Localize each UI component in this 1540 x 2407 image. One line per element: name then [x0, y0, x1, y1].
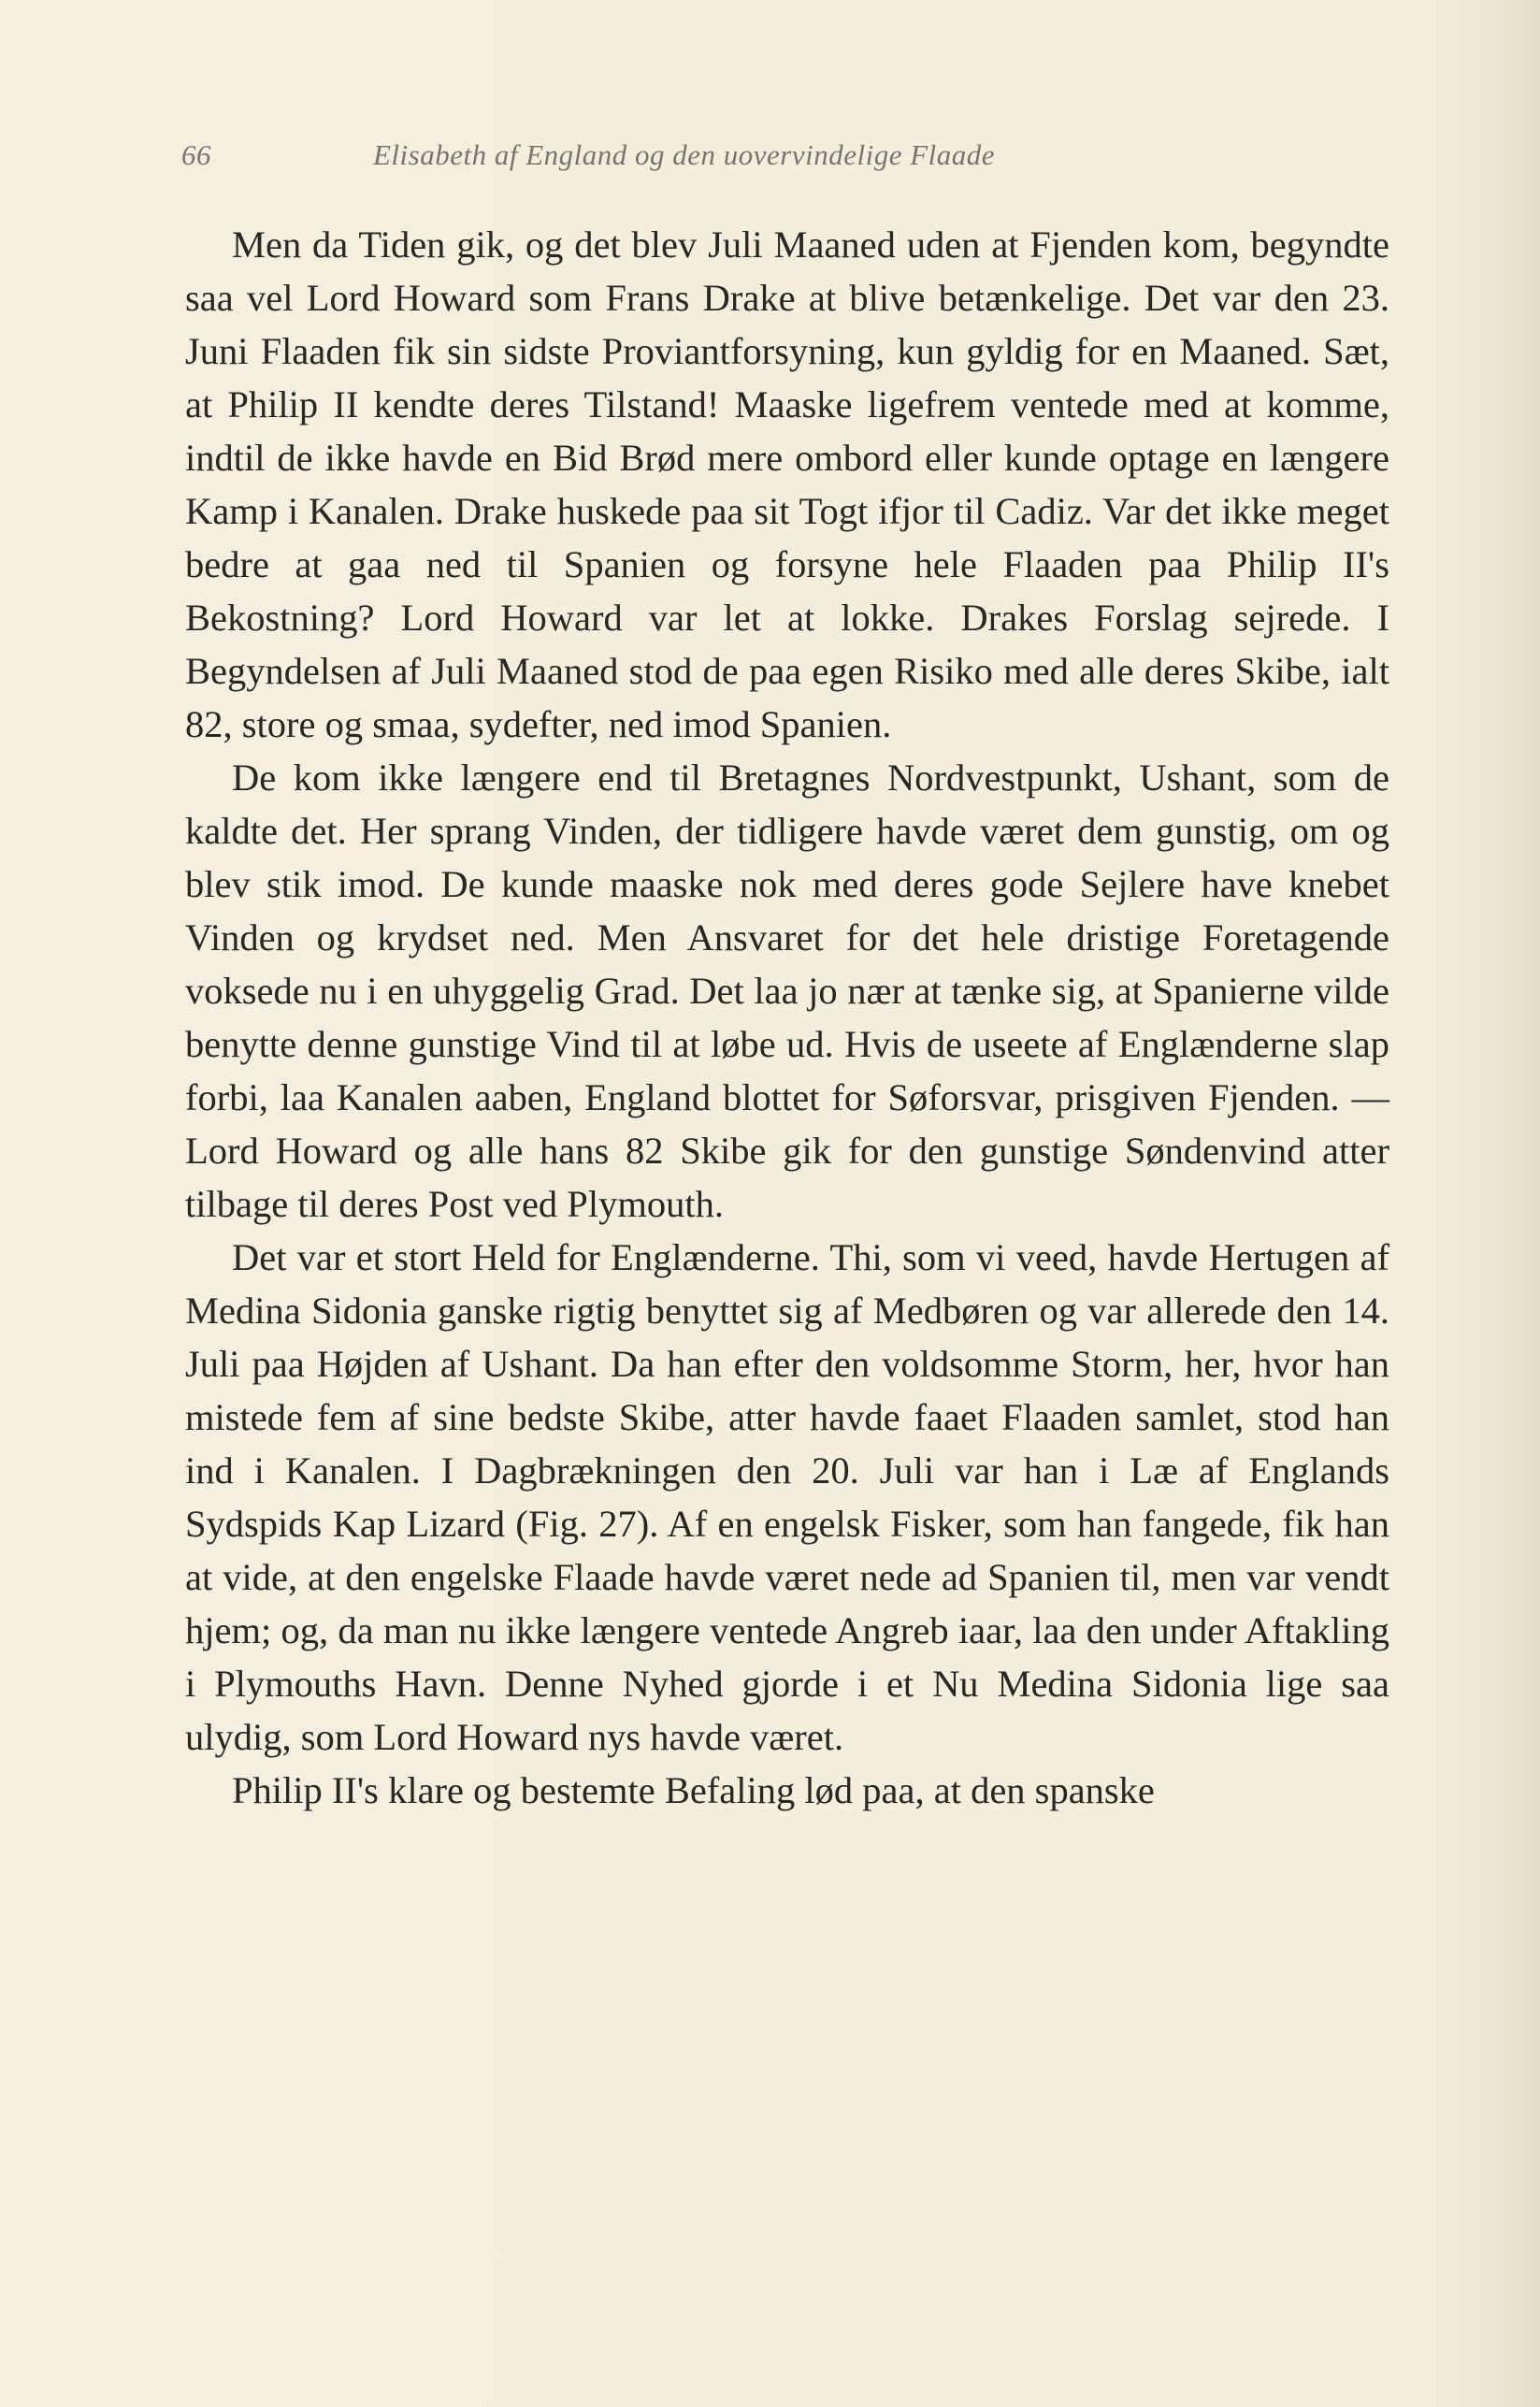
page-number: 66: [181, 138, 211, 171]
body-text: [185, 218, 1389, 1817]
paragraph-3: Det var et stort Held for Englænderne. Thi, som vi veed, havde Hertugen af Medina Sidonia ganske rigtig benyttet sig af Medbøren og var allerede den 14. Juli paa Højden af Ushant. Da han efter den voldsomme Storm, her, hvor han mistede fem af sine bedste Skibe, atter havde faaet Flaaden samlet, stod han ind i Kanalen. I Dagbrækningen den 20. Juli var han i Læ af Englands Sydspids Kap Lizard (Fig. 27). Af en engelsk Fisker, som han fangede, fik han at vide, at den engelske Flaade havde været nede ad Spanien til, men var vendt hjem; og, da man nu ikke længere ventede Angreb iaar, laa den under Aftakling i Plymouths Havn. Denne Nyhed gjorde i et Nu Medina Sidonia lige saa ulydig, som Lord Howard nys havde været.: [185, 1236, 1389, 1758]
paragraph-1: Men da Tiden gik, og det blev Juli Maaned uden at Fjenden kom, begyndte saa vel Lord Howard som Frans Drake at blive betænkelige. Det var den 23. Juni Flaaden fik sin sidste Proviantforsyning, kun gyldig for en Maaned. Sæt, at Philip II kendte deres Tilstand! Maaske ligefrem ventede med at komme, indtil de ikke havde en Bid Brød mere ombord eller kunde optage en længere Kamp i Kanalen. Drake huskede paa sit Togt ifjor til Cadiz. Var det ikke meget bedre at gaa ned til Spanien og forsyne hele Flaaden paa Philip II's Bekostning? Lord Howard var let at lokke. Drakes Forslag sejrede. I Begyndelsen af Juli Maaned stod de paa egen Risiko med alle deres Skibe, ialt 82, store og smaa, sydefter, ned imod Spanien.: [185, 223, 1389, 745]
paragraph-4: Philip II's klare og bestemte Befaling lød paa, at den spanske: [232, 1769, 1155, 1811]
running-title: Elisabeth af England og den uovervindelige Flaade: [373, 138, 996, 171]
paragraph-2: De kom ikke længere end til Bretagnes Nordvestpunkt, Ushant, som de kaldte det. Her sprang Vinden, der tidligere havde været dem gunstig, om og blev stik imod. De kunde maaske nok med deres gode Sejlere have knebet Vinden og krydset ned. Men Ansvaret for det hele dristige Foretagende voksede nu i en uhyggelig Grad. Det laa jo nær at tænke sig, at Spanierne vilde benytte denne gunstige Vind til at løbe ud. Hvis de useete af Englænderne slap forbi, laa Kanalen aaben, England blottet for Søforsvar, prisgiven Fjenden. — Lord Howard og alle hans 82 Skibe gik for den gunstige Søndenvind atter tilbage til deres Post ved Plymouth.: [185, 757, 1389, 1225]
page-header: [181, 138, 1386, 176]
